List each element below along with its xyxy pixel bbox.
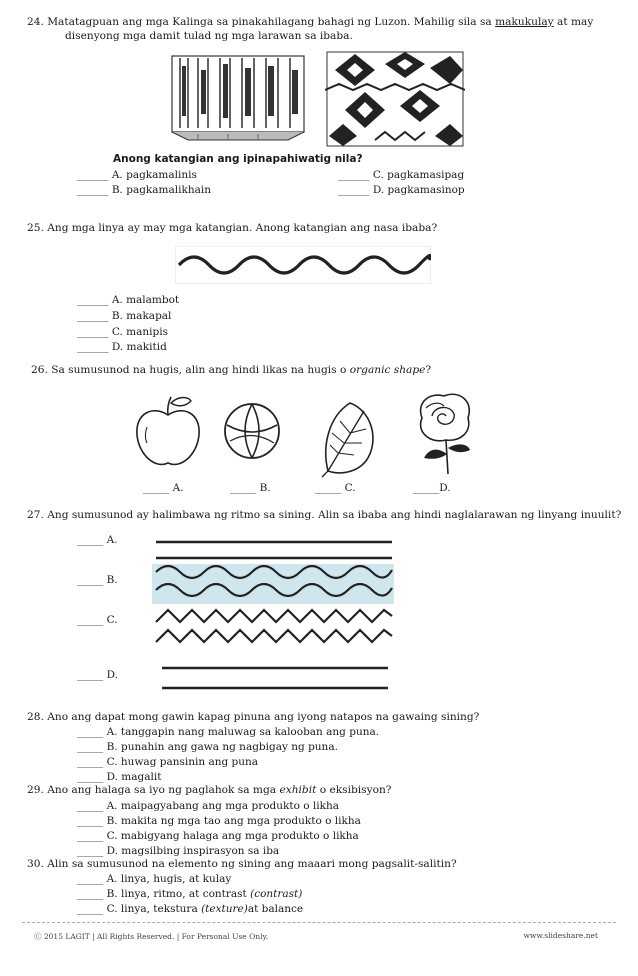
q25-option-c: ______ C. manipis bbox=[77, 326, 168, 338]
q26-text-b: ? bbox=[425, 364, 432, 376]
q30-option-b bbox=[77, 888, 302, 901]
q30-option-c-text-b: at balance bbox=[247, 903, 304, 915]
q29-text-a: 29. Ano ang halaga sa iyo ng paglahok sa mga bbox=[27, 784, 277, 796]
q26-option-d: _____D. bbox=[413, 482, 451, 494]
q29-text-b: o eksibisyon? bbox=[319, 784, 392, 796]
q24-line2: disenyong mga damit tulad ng mga larawan sa ibaba. bbox=[65, 30, 353, 42]
q29-option-c: _____ C. mabigyang halaga ang mga produkto o likha bbox=[77, 830, 359, 842]
ball-icon bbox=[222, 399, 282, 463]
q28-option-a: _____ A. tanggapin nang maluwag sa kalooban ang puna. bbox=[77, 726, 380, 738]
q25-question: 25. Ang mga linya ay may mga katangian. Anong katangian ang nasa ibaba? bbox=[27, 222, 438, 234]
q27-option-d: _____ D. bbox=[77, 669, 118, 681]
q26-text-a: 26. Sa sumusunod na hugis, alin ang hindi likas na hugis o bbox=[31, 364, 347, 376]
q25-option-a: ______ A. malambot bbox=[77, 294, 180, 306]
q27-line-patterns-image bbox=[148, 530, 398, 700]
q28-option-d: _____ D. magalit bbox=[77, 771, 162, 783]
q28-option-b: _____ B. punahin ang gawa ng nagbigay ng puna. bbox=[77, 741, 338, 753]
q30-option-a: _____ A. linya, hugis, at kulay bbox=[77, 873, 232, 885]
q28-option-c: _____ C. huwag pansinin ang puna bbox=[77, 756, 259, 768]
q24-text-b: at may bbox=[557, 16, 594, 28]
q29-text-italic: exhibit bbox=[279, 784, 317, 796]
footer-divider bbox=[22, 922, 616, 923]
q24-option-b: ______ B. pagkamalikhain bbox=[77, 184, 211, 196]
q24-option-a: ______ A. pagkamalinis bbox=[77, 169, 197, 181]
q27-option-b: _____ B. bbox=[77, 574, 118, 586]
q24-underlined-word: makukulay bbox=[495, 16, 554, 28]
apple-icon bbox=[133, 393, 203, 471]
q30-option-b-text: _____ B. linya, ritmo, at contrast bbox=[77, 888, 247, 900]
q29-question bbox=[27, 784, 391, 797]
q26-option-a: _____ A. bbox=[143, 482, 184, 494]
q30-question: 30. Alin sa sumusunod na elemento ng sining ang maaari mong pagsalit-salitin? bbox=[27, 858, 457, 870]
q25-wavy-line-image bbox=[175, 246, 431, 284]
q30-option-c bbox=[77, 903, 303, 916]
q24-text-a: 24. Matatagpuan ang mga Kalinga sa pinakahilagang bahagi ng Luzon. Mahilig sila sa bbox=[27, 16, 492, 28]
q26-option-b: _____ B. bbox=[230, 482, 271, 494]
q29-option-d: _____ D. magsilbing inspirasyon sa iba bbox=[77, 845, 280, 857]
q24-line1 bbox=[27, 16, 593, 29]
q29-option-b: _____ B. makita ng mga tao ang mga produkto o likha bbox=[77, 815, 361, 827]
q25-option-d: ______ D. makitid bbox=[77, 341, 167, 353]
q29-option-a: _____ A. maipagyabang ang mga produkto o likha bbox=[77, 800, 340, 812]
zigzag-line-c2 bbox=[156, 630, 392, 642]
kalinga-textiles-image-2 bbox=[325, 50, 465, 148]
q24-option-c: ______ C. pagkamasipag bbox=[338, 169, 465, 181]
q27-question: 27. Ang sumusunod ay halimbawa ng ritmo sa sining. Alin sa ibaba ang hindi naglalarawan ng linyang inuulit? bbox=[27, 509, 622, 521]
q27-option-c: _____ C. bbox=[77, 614, 118, 626]
q25-option-b: ______ B. makapal bbox=[77, 310, 172, 322]
q28-question: 28. Ano ang dapat mong gawin kapag pinuna ang iyong natapos na gawaing sining? bbox=[27, 711, 480, 723]
q24-option-d: ______ D. pagkamasinop bbox=[338, 184, 465, 196]
q26-text-italic: organic shape bbox=[349, 364, 426, 376]
footer-site-link[interactable]: www.slideshare.net bbox=[523, 931, 598, 940]
q30-option-c-text: _____ C. linya, tekstura bbox=[77, 903, 198, 915]
zigzag-line-c1 bbox=[156, 610, 392, 622]
kalinga-textiles-image-1 bbox=[168, 52, 308, 142]
rose-flower-icon bbox=[410, 388, 480, 476]
q26-question bbox=[31, 364, 431, 377]
footer-copyright: Ⓒ 2015 LAGIT | All Rights Reserved. | For Personal Use Only. bbox=[34, 932, 269, 941]
leaf-icon bbox=[318, 397, 382, 479]
q27-option-a: _____ A. bbox=[77, 534, 118, 546]
q30-option-c-italic: (texture) bbox=[201, 903, 248, 915]
q24-prompt: Anong katangian ang ipinapahiwatig nila? bbox=[113, 153, 363, 165]
q26-option-c: _____ C. bbox=[315, 482, 356, 494]
q30-option-b-italic: (contrast) bbox=[250, 888, 303, 900]
